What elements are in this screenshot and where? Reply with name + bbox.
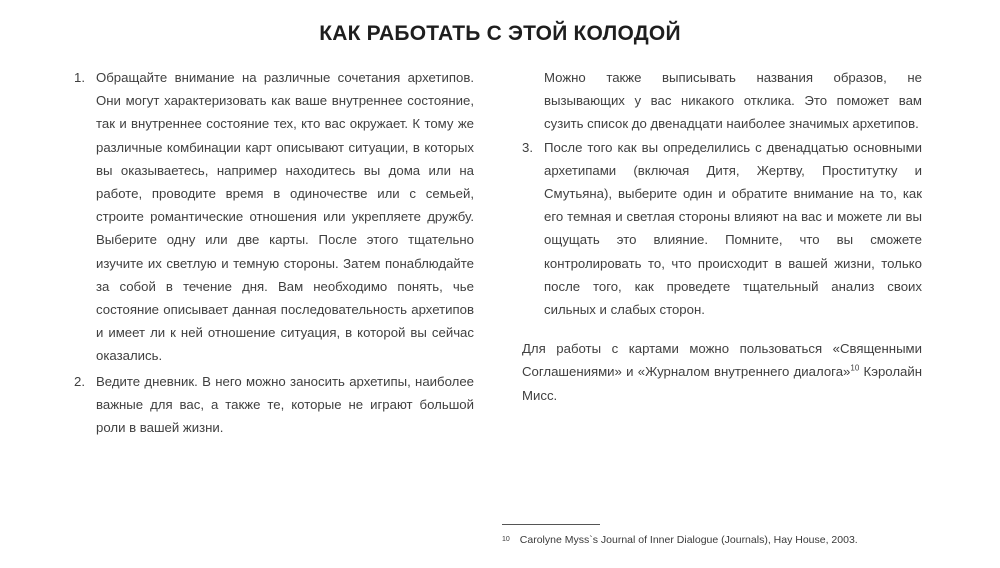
footnote: [502, 533, 942, 547]
footnote-number: 10: [502, 536, 510, 543]
list-item-2: [74, 370, 474, 440]
list-item-3: [522, 136, 922, 322]
right-column: [522, 66, 922, 407]
list-item-text: После того как вы определились с двенадцатью основными архетипами (включая Дитя, Жертву, Проститутку и Смутьяна), выберите один и обратите внимание на то, как его темная и светлая стороны влияют на вас и можете ли вы ощущать это влияние. Помните, что вы сможете контролировать то, что происходит в вашей жизни, только после того, как проведете тщательный анализ своих сильных и слабых сторон.: [544, 139, 922, 318]
list-item-text: Обращайте внимание на различные сочетания архетипов. Они могут характеризовать как ваше внутреннее состояние, так и внутреннее состояние тех, кто вас окружает. К тому же различные комбинации карт описывают ситуации, в которых вы оказываетесь, например находитесь вы дома или на работе, проводите время в одиночестве или с семьей, строите романтические отношения или укрепляете дружбу. Выберите одну или две карты. После этого тщательно изучите их светлую и темную стороны. Затем понаблюдайте за собой в течение дня. Вам необходимо понять, чье состояние описывает данная последовательность архетипов и имеет ли к ней отношение ситуация, в которой вы сейчас оказались.: [96, 70, 474, 364]
list-item-number: 2.: [74, 373, 85, 389]
closing-text-end: Кэролайн Мисс.: [522, 364, 923, 403]
footnote-reference: 10: [850, 364, 860, 374]
footnote-divider: [502, 524, 600, 525]
footnote-text: Carolyne Myss`s Journal of Inner Dialogue (Journals), Hay House, 2003.: [519, 534, 858, 546]
page-title: КАК РАБОТАТЬ С ЭТОЙ КОЛОДОЙ: [319, 22, 681, 45]
closing-text: Для работы с картами можно пользоваться «Священными Соглашениями» и «Журналом внутреннего диалога»: [522, 341, 922, 380]
list-item-2-continuation: Можно также выписывать названия образов, не вызывающих у вас никакого отклика. Это поможет вам сузить список до двенадцати наиболее значимых архетипов.: [544, 70, 922, 132]
list-item-number: 1.: [74, 70, 85, 85]
closing-paragraph: [522, 337, 922, 407]
list-item-1: [74, 66, 474, 368]
list-item-number: 3.: [522, 139, 533, 155]
list-item-text: Ведите дневник. В него можно заносить архетипы, наиболее важные для вас, а также те, которые не играют большой роли в вашей жизни.: [96, 373, 474, 436]
left-column: [74, 66, 474, 439]
